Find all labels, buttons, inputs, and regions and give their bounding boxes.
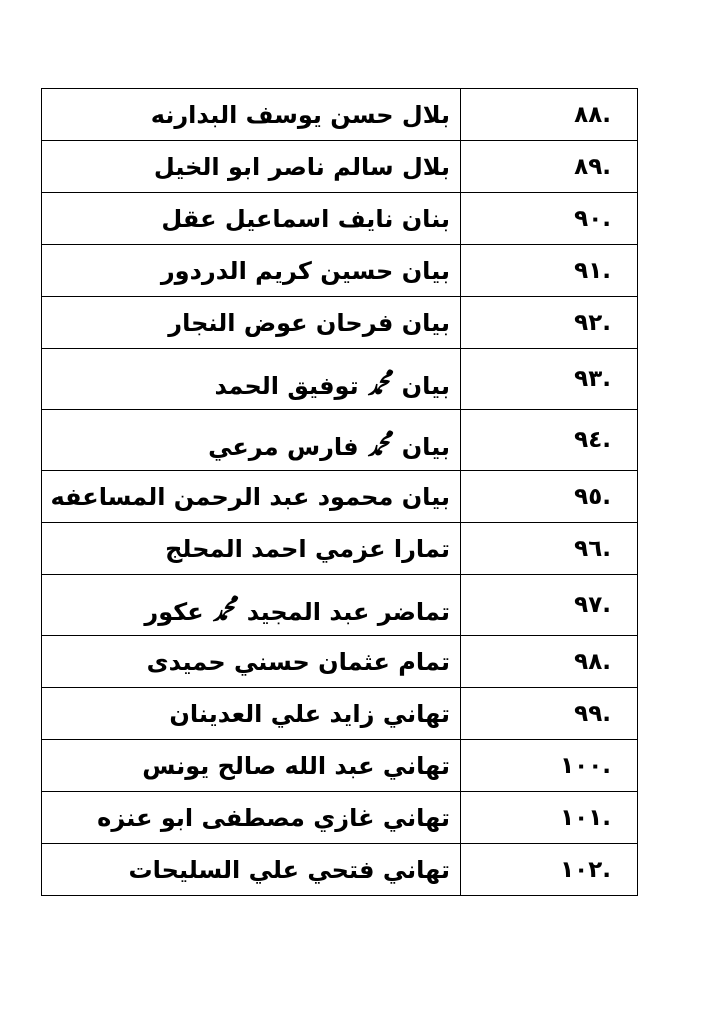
table-row	[42, 245, 638, 297]
row-number: .١٠٠	[461, 740, 638, 792]
table-row	[42, 410, 638, 471]
row-name: تهاني زايد علي العدينان	[42, 688, 461, 740]
table-row	[42, 740, 638, 792]
row-name: بيان ﷴ توفيق الحمد	[42, 349, 461, 410]
names-table	[41, 88, 638, 896]
row-name: بنان نايف اسماعيل عقل	[42, 193, 461, 245]
table-row	[42, 193, 638, 245]
table-row	[42, 792, 638, 844]
table-row	[42, 471, 638, 523]
row-number: .٩٢	[461, 297, 638, 349]
row-number: .١٠١	[461, 792, 638, 844]
table-row	[42, 141, 638, 193]
row-name: تهاني عبد الله صالح يونس	[42, 740, 461, 792]
row-number: .٨٨	[461, 89, 638, 141]
row-name: بلال سالم ناصر ابو الخيل	[42, 141, 461, 193]
table-row	[42, 688, 638, 740]
row-number: .٩٤	[461, 410, 638, 471]
row-number: .٩٣	[461, 349, 638, 410]
row-number: .٩٨	[461, 636, 638, 688]
row-name: بيان محمود عبد الرحمن المساعفه	[42, 471, 461, 523]
row-name: بيان فرحان عوض النجار	[42, 297, 461, 349]
table-row	[42, 844, 638, 896]
row-name: تمارا عزمي احمد المحلج	[42, 523, 461, 575]
row-number: .٩١	[461, 245, 638, 297]
row-number: .٩٠	[461, 193, 638, 245]
table-row	[42, 636, 638, 688]
row-name: بلال حسن يوسف البدارنه	[42, 89, 461, 141]
row-name: بيان ﷴ فارس مرعي	[42, 410, 461, 471]
row-number: .٩٦	[461, 523, 638, 575]
table-row	[42, 89, 638, 141]
row-number: .٨٩	[461, 141, 638, 193]
row-name: تمام عثمان حسني حميدى	[42, 636, 461, 688]
row-name: تهاني غازي مصطفى ابو عنزه	[42, 792, 461, 844]
table-row	[42, 523, 638, 575]
table-row	[42, 349, 638, 410]
table-row	[42, 575, 638, 636]
row-name: تماضر عبد المجيد ﷴ عكور	[42, 575, 461, 636]
row-name: تهاني فتحي علي السليحات	[42, 844, 461, 896]
table-row	[42, 297, 638, 349]
row-number: .٩٧	[461, 575, 638, 636]
row-number: .٩٥	[461, 471, 638, 523]
row-name: بيان حسين كريم الدردور	[42, 245, 461, 297]
row-number: .١٠٢	[461, 844, 638, 896]
row-number: .٩٩	[461, 688, 638, 740]
names-table-body	[42, 89, 638, 896]
